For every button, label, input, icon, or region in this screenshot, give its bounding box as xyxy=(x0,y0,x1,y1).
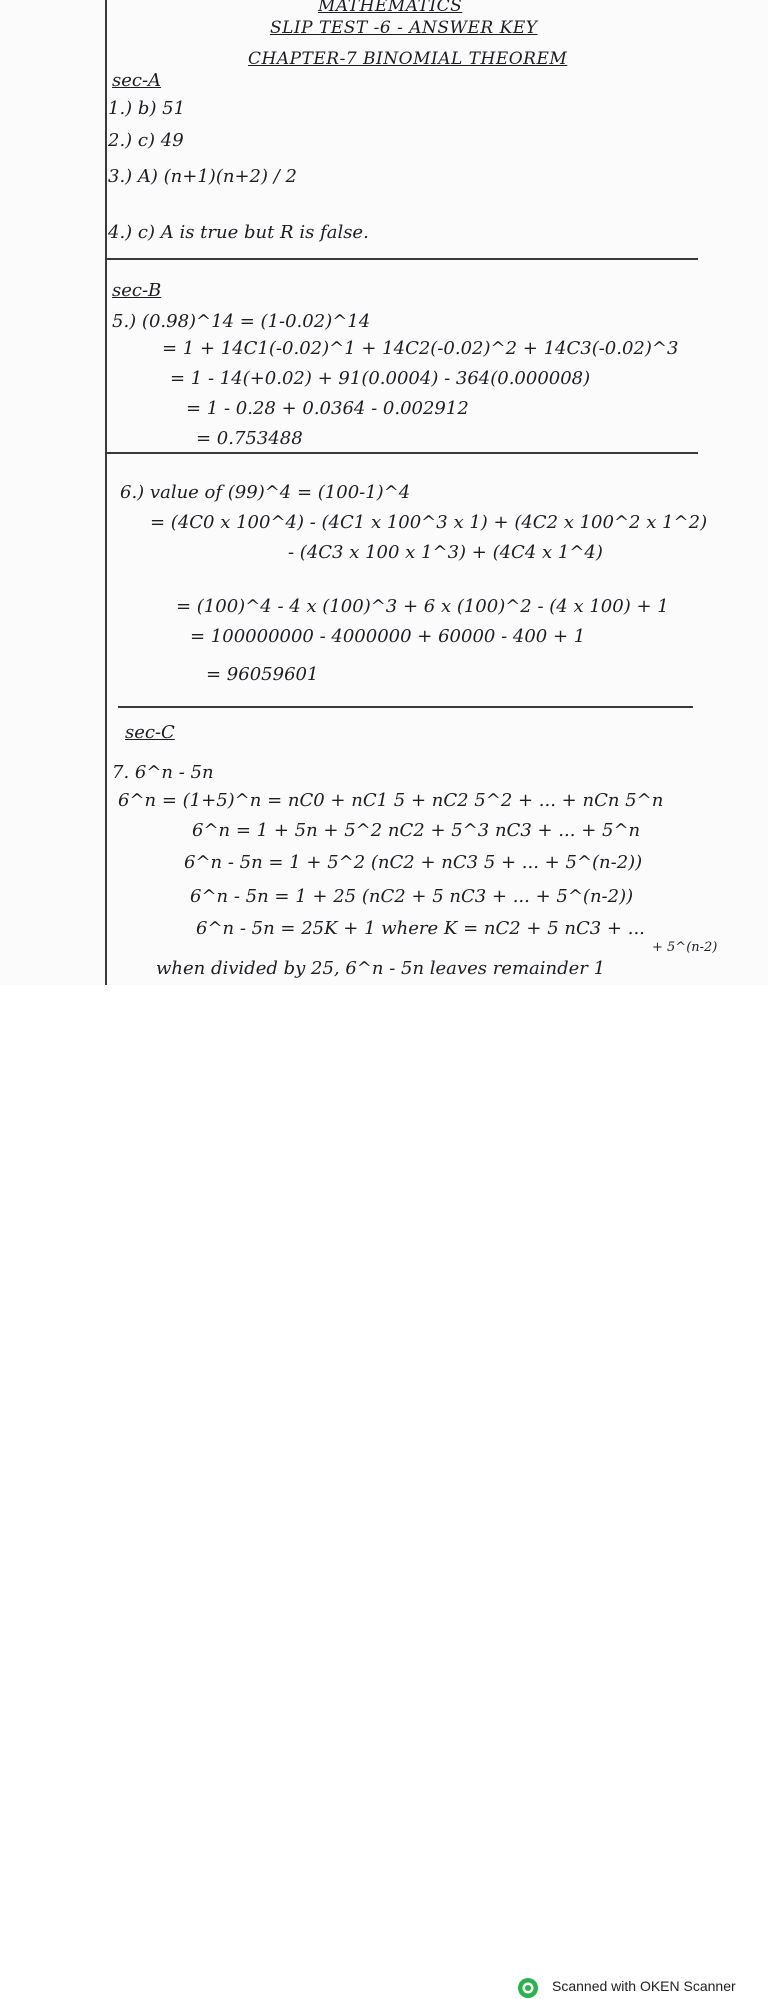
q7-line-1: 7. 6^n - 5n xyxy=(112,762,214,783)
q5-line-1: 5.) (0.98)^14 = (1-0.02)^14 xyxy=(112,311,371,332)
q7-line-4: 6^n - 5n = 1 + 5^2 (nC2 + nC3 5 + ... + 5^(n-2)) xyxy=(184,852,643,873)
q7-conclusion: when divided by 25, 6^n - 5n leaves remainder 1 xyxy=(156,958,606,979)
answer-sheet xyxy=(0,0,768,985)
section-a-title: sec-A xyxy=(112,70,162,91)
q5-line-2: = 1 + 14C1(-0.02)^1 + 14C2(-0.02)^2 + 14C3(-0.02)^3 xyxy=(162,338,679,359)
q5-line-5: = 0.753488 xyxy=(196,428,303,449)
answer-2: 2.) c) 49 xyxy=(108,130,184,151)
subject-heading: MATHEMATICS xyxy=(318,0,463,16)
q6-line-6: = 96059601 xyxy=(206,664,319,685)
q5-line-3: = 1 - 14(+0.02) + 91(0.0004) - 364(0.000008) xyxy=(170,368,591,389)
answer-3: 3.) A) (n+1)(n+2) / 2 xyxy=(108,166,297,187)
q6-line-4: = (100)^4 - 4 x (100)^3 + 6 x (100)^2 - (4 x 100) + 1 xyxy=(176,596,669,617)
section-b-title: sec-B xyxy=(112,280,162,301)
scanner-footer xyxy=(0,985,768,1994)
scanner-label: Scanned with OKEN Scanner xyxy=(552,1978,736,1994)
q5-line-4: = 1 - 0.28 + 0.0364 - 0.002912 xyxy=(186,398,469,419)
chapter-title: CHAPTER-7 BINOMIAL THEOREM xyxy=(248,49,568,69)
section-c-title: sec-C xyxy=(125,722,175,743)
q6-line-1: 6.) value of (99)^4 = (100-1)^4 xyxy=(120,482,411,503)
divider-rule xyxy=(105,258,698,260)
answer-1: 1.) b) 51 xyxy=(108,98,186,119)
q6-line-3: - (4C3 x 100 x 1^3) + (4C4 x 1^4) xyxy=(288,542,603,563)
answer-4: 4.) c) A is true but R is false. xyxy=(108,222,369,243)
q7-line-3: 6^n = 1 + 5n + 5^2 nC2 + 5^3 nC3 + ... + 5^n xyxy=(192,820,641,841)
scanner-logo-icon xyxy=(517,1977,539,1999)
q7-line-5: 6^n - 5n = 1 + 25 (nC2 + 5 nC3 + ... + 5^(n-2)) xyxy=(190,886,634,907)
test-title: SLIP TEST -6 - ANSWER KEY xyxy=(270,18,538,38)
q7-line-6: 6^n - 5n = 25K + 1 where K = nC2 + 5 nC3 + ... xyxy=(196,918,645,939)
q6-line-5: = 100000000 - 4000000 + 60000 - 400 + 1 xyxy=(190,626,586,647)
divider-rule xyxy=(118,706,693,708)
divider-rule xyxy=(105,452,698,454)
q7-line-2: 6^n = (1+5)^n = nC0 + nC1 5 + nC2 5^2 + ... + nCn 5^n xyxy=(118,790,664,811)
q6-line-2: = (4C0 x 100^4) - (4C1 x 100^3 x 1) + (4C2 x 100^2 x 1^2) xyxy=(150,512,708,533)
q7-line-7: + 5^(n-2) xyxy=(652,940,718,955)
margin-line xyxy=(105,0,107,985)
